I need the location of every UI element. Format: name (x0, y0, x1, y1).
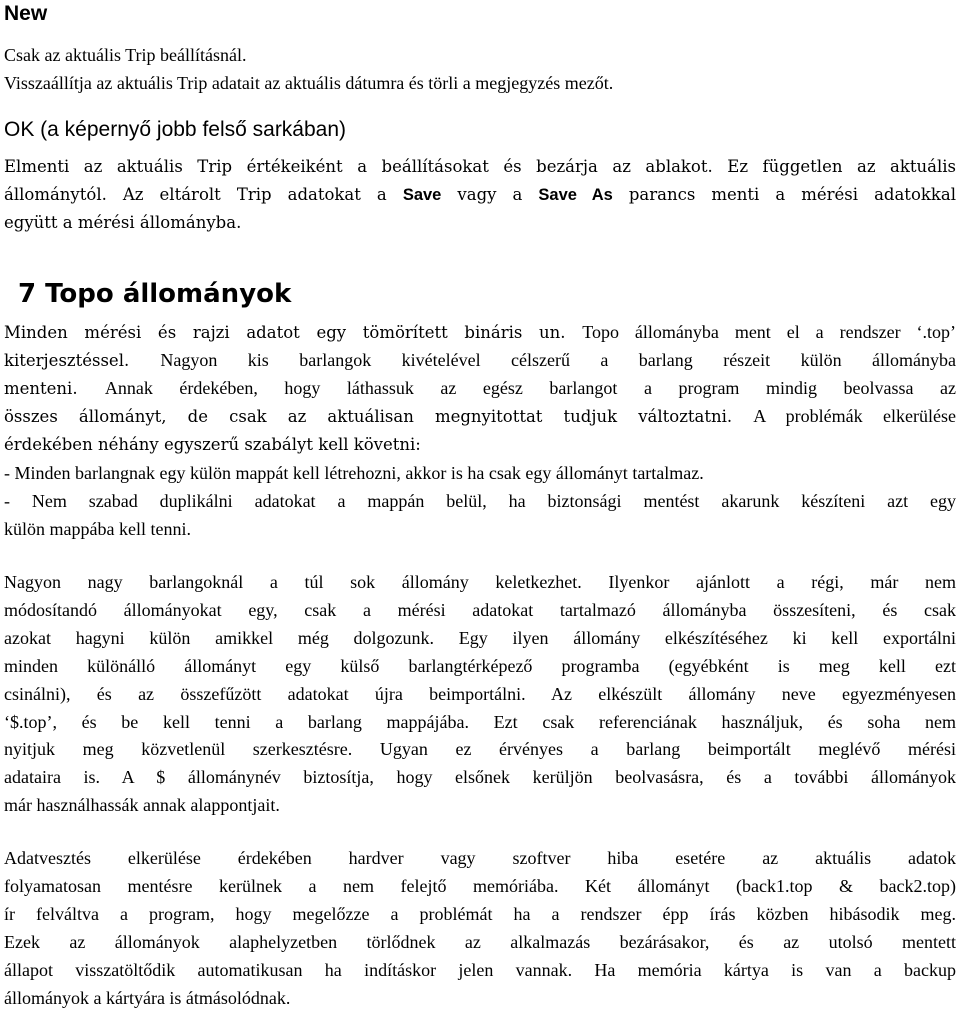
ok-line-2 (4, 181, 956, 209)
text-line: minden különálló állományt egy külső barlangtérképező programba (egyébként is meg kell ezt (4, 655, 956, 676)
topo-p1-l3b: Annak érdekében, hogy láthassuk az egész barlangot a program mindig beolvassa az (104, 378, 956, 398)
text-line: állapot visszatöltődik automatikusan ha indításkor jelen vannak. Ha memória kártya is van a backup (4, 959, 956, 980)
text-line: állományok a kártyára is átmásolódnak. (4, 987, 291, 1008)
topo-p1-l3a: menteni. (4, 379, 78, 398)
ok-line-1 (4, 153, 956, 181)
text-line: ‘$.top’, és be kell tenni a barlang mappájába. Ezt csak referenciának használjuk, és soha nem (4, 711, 956, 732)
new-desc-line-1: Csak az aktuális Trip beállításnál. (4, 45, 247, 65)
text-line: nyitjuk meg közvetlenül szerkesztésre. Ugyan ez érvényes a barlang beimportált meglévő mérési (4, 739, 956, 760)
topo-p1-line-6: - Minden barlangnak egy külön mappát kell létrehozni, akkor is ha csak egy állományt tartalmaz. (4, 463, 704, 483)
topo-p1-l4b: A problémák elkerülése (753, 406, 956, 426)
text-line: folyamatosan mentésre kerülnek a nem felejtő memóriába. Két állományt (back1.top & back2.top) (4, 875, 956, 896)
text-line: csinálni), és az összefűzött adatokat újra beimportálni. Az elkészült állomány neve egyezményesen (4, 683, 956, 704)
topo-p1-l2b: Nagyon kis barlangok kivételével célszerű a barlang részeit külön állományba (160, 350, 956, 370)
ok-line-2-vagy: vagy a (457, 185, 523, 204)
text-line: már használhassák annak alappontjait. (4, 795, 280, 816)
topo-p1-l1b: Topo állományba ment el a rendszer ‘.top’ (582, 322, 956, 342)
new-desc-line-2: Visszaállítja az aktuális Trip adatait az aktuális dátumra és törli a megjegyzés mezőt. (4, 72, 614, 93)
ok-line-2a: állománytól. (4, 185, 107, 204)
topo-p1-line-1 (4, 319, 956, 347)
save-as-command: Save As (538, 186, 613, 204)
ok-heading: OK (a képernyő jobb felső sarkában) (4, 118, 347, 141)
text-line: adataira is. A $ állománynév biztosítja, hogy elsőnek kerüljön beolvasásra, és a további állományok (4, 767, 956, 788)
topo-p1-line-8: külön mappába kell tenni. (4, 519, 191, 539)
text-line: ír felváltva a program, hogy megelőzze a problémát ha a rendszer épp írás közben hibásodik meg. (4, 903, 956, 924)
topo-p1-l4a: összes állományt, de csak az aktuálisan megnyitottat tudjuk változtatni. (4, 407, 733, 426)
topo-p1-l2a: kiterjesztéssel. (4, 351, 130, 370)
ok-line-2c: parancs menti a mérési adatokkal (628, 185, 956, 204)
topo-p1-line-5: érdekében néhány egyszerű szabályt kell követni: (4, 435, 421, 454)
text-line: Ezek az állományok alaphelyzetben törlődnek az alkalmazás bezárásakor, és az utolsó mentett (4, 931, 956, 952)
topo-paragraph-1 (4, 319, 956, 543)
text-line: Adatvesztés elkerülése érdekében hardver vagy szoftver hiba esetére az aktuális adatok (4, 848, 956, 868)
topo-p1-line-4 (4, 403, 956, 431)
text-line: módosítandó állományokat egy, csak a mérési adatokat tartalmazó állományba összesíteni, és csak (4, 599, 956, 620)
text-line: azokat hagyni külön amikkel még dolgozunk. Egy ilyen állomány elkészítéséhez ki kell exportálni (4, 627, 956, 648)
topo-paragraph-2 (4, 569, 956, 820)
ok-line-3: együtt a mérési állományba. (4, 213, 242, 232)
topo-paragraph-3 (4, 845, 956, 1012)
topo-heading: 7 Topo állományok (18, 279, 292, 309)
new-heading: New (4, 2, 48, 25)
text-line: Nagyon nagy barlangoknál a túl sok állomány keletkezhet. Ilyenkor ajánlott a régi, már nem (4, 572, 956, 592)
ok-line-1b: Ez független az aktuális (727, 157, 956, 176)
new-description (4, 42, 956, 97)
ok-description (4, 153, 956, 237)
topo-p1-line-3 (4, 375, 956, 403)
save-command: Save (402, 186, 442, 204)
topo-p1-line-7: - Nem szabad duplikálni adatokat a mappán belül, ha biztonsági mentést akarunk készíteni azt egy (4, 491, 956, 511)
topo-p1-l1a: Minden mérési és rajzi adatot egy tömörített bináris un. (4, 323, 566, 342)
ok-line-1a: Elmenti az aktuális Trip értékeiként a beállításokat és bezárja az ablakot. (4, 157, 713, 176)
topo-p1-line-2 (4, 347, 956, 375)
ok-line-2b: Az eltárolt Trip adatokat a (122, 185, 387, 204)
